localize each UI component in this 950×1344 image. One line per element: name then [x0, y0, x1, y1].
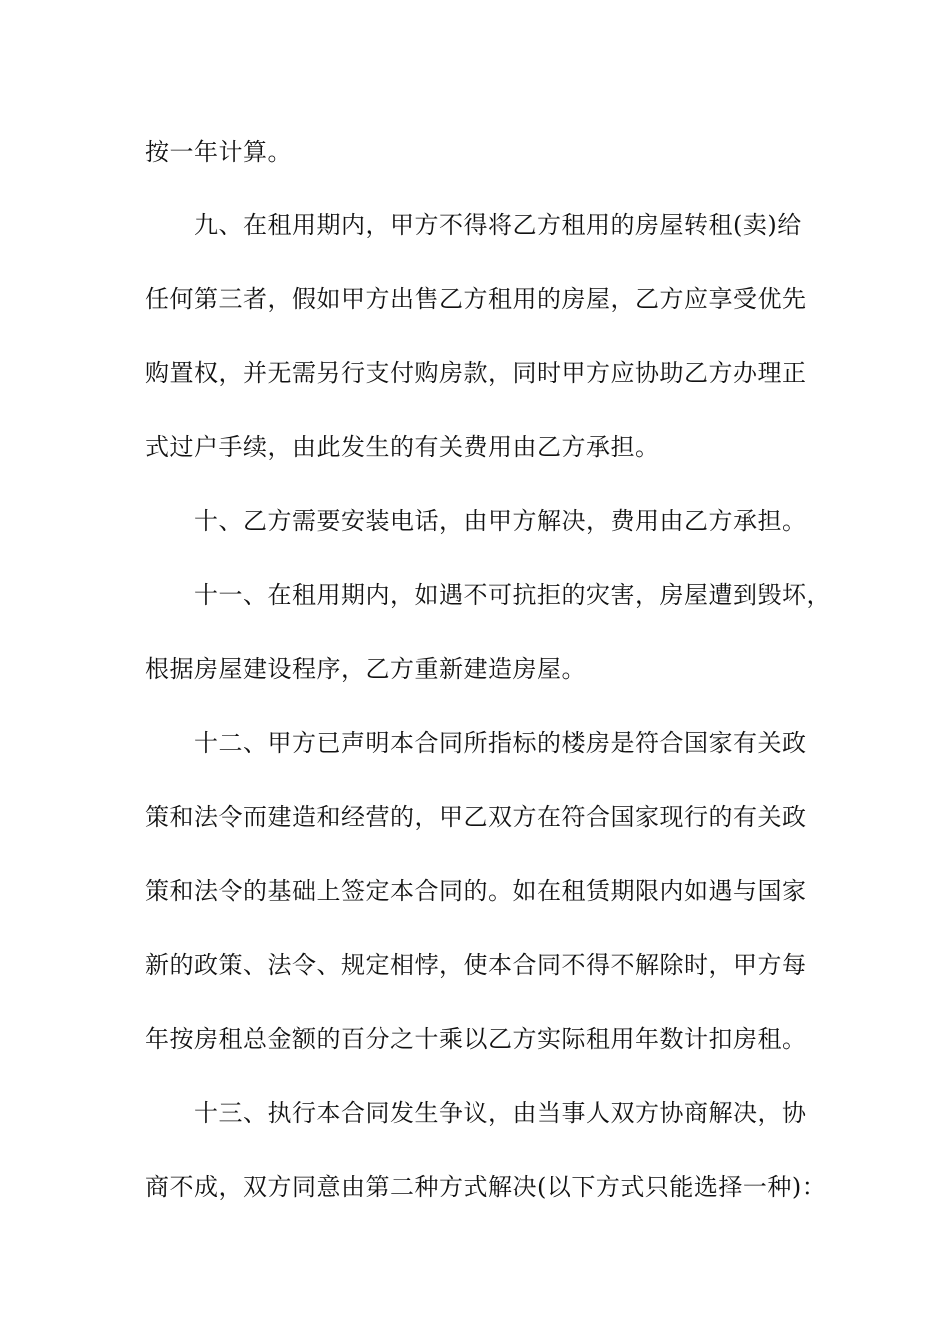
- clause-12-line-4: 新的政策、法令、规定相悖，使本合同不得不解除时，甲方每: [145, 951, 807, 979]
- clause-9-line-2: 任何第三者，假如甲方出售乙方租用的房屋，乙方应享受优先: [145, 285, 807, 313]
- clause-11-line-1: 十一、在租用期内，如遇不可抗拒的灾害，房屋遭到毁坏，: [194, 581, 831, 609]
- clause-13-line-2: 商不成，双方同意由第二种方式解决(以下方式只能选择一种)：: [145, 1173, 827, 1201]
- clause-12-line-1: 十二、甲方已声明本合同所指标的楼房是符合国家有关政: [194, 729, 807, 757]
- clause-10-line-1: 十、乙方需要安装电话，由甲方解决，费用由乙方承担。: [194, 507, 807, 535]
- clause-9-line-4: 式过户手续，由此发生的有关费用由乙方承担。: [145, 433, 660, 461]
- clause-9-line-3: 购置权，并无需另行支付购房款，同时甲方应协助乙方办理正: [145, 359, 807, 387]
- clause-9-line-1: 九、在租用期内，甲方不得将乙方租用的房屋转租(卖)给: [194, 211, 802, 239]
- clause-12-line-3: 策和法令的基础上签定本合同的。如在租赁期限内如遇与国家: [145, 877, 807, 905]
- text-line-1: 按一年计算。: [145, 138, 292, 166]
- clause-11-line-2: 根据房屋建设程序，乙方重新建造房屋。: [145, 655, 586, 683]
- clause-13-line-1: 十三、执行本合同发生争议，由当事人双方协商解决，协: [194, 1099, 807, 1127]
- clause-12-line-2: 策和法令而建造和经营的，甲乙双方在符合国家现行的有关政: [145, 803, 807, 831]
- clause-12-line-5: 年按房租总金额的百分之十乘以乙方实际租用年数计扣房租。: [145, 1025, 807, 1053]
